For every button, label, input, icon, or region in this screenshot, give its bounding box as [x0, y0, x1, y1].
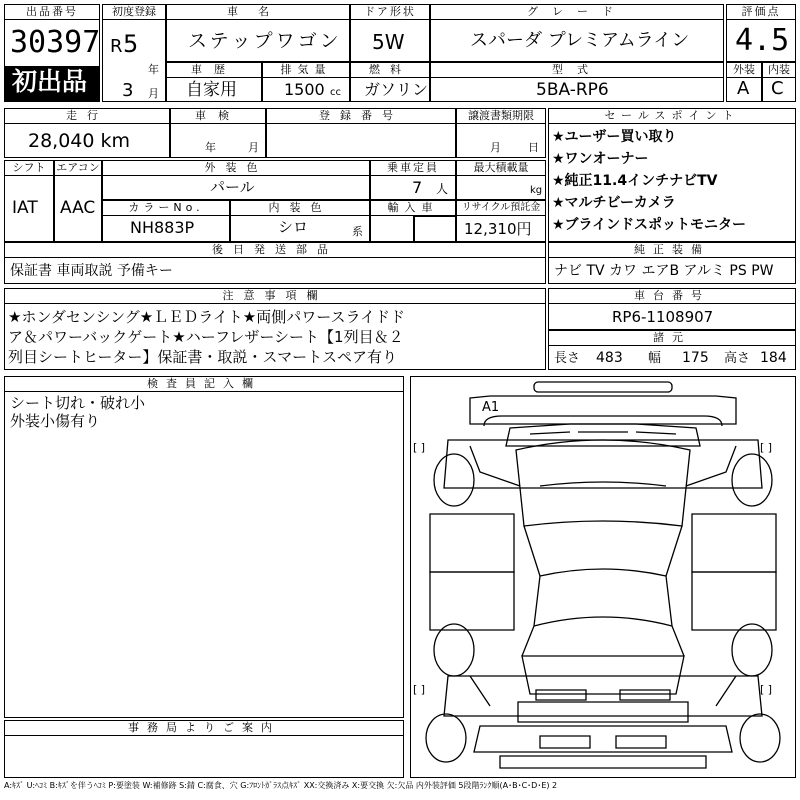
ext-color: パール: [210, 178, 255, 196]
displacement: 1500: [284, 80, 325, 99]
damage-mark: A1: [482, 400, 500, 415]
capacity: 7: [412, 178, 423, 197]
exterior-grade: A: [737, 78, 750, 99]
inspector-line: 外装小傷有り: [10, 412, 101, 430]
recycle: 12,310円: [464, 220, 532, 238]
door-label: ドア形状: [350, 4, 430, 20]
office-label: 事務局よりご案内: [4, 720, 404, 736]
equipment: ナビ TV カワ エアB アルミ PS PW: [554, 263, 774, 279]
bracket-mark: [ ]: [760, 683, 773, 696]
inspector-label: 検査員記入欄: [4, 376, 404, 392]
sales-point-item: ★マルチビーカメラ: [552, 195, 676, 211]
sales-point-item: ★ブラインドスポットモニター: [552, 217, 746, 233]
ac-label: エアコン: [54, 160, 102, 176]
reg-month-unit: 月: [148, 87, 159, 100]
chassis-number: RP6-1108907: [612, 308, 714, 326]
registration-label: 登録番号: [266, 108, 456, 124]
mileage: 28,040 km: [28, 130, 131, 152]
car-name: ステップワゴン: [188, 30, 342, 52]
capacity-label: 乗車定員: [370, 160, 456, 176]
int-color-label: 内装色: [230, 200, 370, 216]
score-label: 評価点: [726, 4, 796, 20]
ac: AAC: [60, 198, 96, 218]
recycle-label: リサイクル預託金: [456, 200, 546, 216]
legend-text: A:ｷｽﾞ U:ﾍｺﾐ B:ｷｽﾞを伴うﾍｺﾐ P:要塗装 W:補修跡 S:錆 C:腐食、穴 G:ﾌﾛﾝﾄｶﾞﾗｽ点ｷｽﾞ XX:交換済み X:要交換 欠:欠品 内外装評価 5段階ﾗﾝｸ順(A･B･C･D･E) 2: [4, 781, 558, 790]
import-label: 輸入車: [370, 200, 456, 216]
shift-label: シフト: [4, 160, 54, 176]
later-parts-label: 後日発送部品: [4, 242, 546, 258]
inspection-year-unit: 年: [205, 141, 216, 154]
bracket-mark: [ ]: [413, 683, 426, 696]
sales-points-label: セールスポイント: [548, 108, 796, 124]
sales-point-item: ★ワンオーナー: [552, 151, 649, 167]
model: 5BA-RP6: [536, 80, 609, 100]
first-listing-text: 初出品: [12, 67, 88, 96]
lot-number: 30397: [10, 25, 101, 60]
grade: スパーダ プレミアムライン: [470, 30, 690, 51]
color-no-label: カラーNo.: [102, 200, 230, 216]
sales-point-item: ★純正11.4インチナビTV: [552, 173, 718, 189]
max-load-label: 最大積載量: [456, 160, 546, 176]
capacity-unit: 人: [436, 182, 449, 196]
model-label: 型式: [430, 62, 724, 78]
later-parts: 保証書 車両取説 予備キー: [10, 263, 173, 279]
height-label: 高さ: [724, 351, 751, 366]
notes-line: ア＆パワーバックゲート★ハーフレザーシート【1列目＆２: [8, 328, 404, 346]
exterior-label: 外装: [726, 62, 762, 78]
int-color: シロ: [278, 218, 309, 236]
transfer-label: 譲渡書類期限: [456, 108, 546, 124]
first-reg-label: 初度登録: [102, 4, 166, 20]
width-value: 175: [682, 350, 709, 366]
notes-label: 注意事項欄: [4, 288, 546, 304]
dims-label: 諸元: [548, 330, 796, 346]
int-color-suffix: 系: [352, 225, 363, 238]
notes-line: ★ホンダセンシング★ＬＥＤライト★両側パワースライドド: [8, 308, 406, 326]
reg-year-unit: 年: [148, 63, 159, 76]
inspection-label: 車検: [170, 108, 266, 124]
length-value: 483: [596, 350, 623, 366]
mileage-label: 走行: [4, 108, 170, 124]
fuel: ガソリン: [364, 80, 429, 99]
bracket-mark: [ ]: [760, 441, 773, 454]
color-no: NH883P: [130, 218, 195, 237]
displacement-unit: cc: [330, 87, 341, 98]
reg-year: 5: [123, 30, 139, 58]
lot-number-label: 出品番号: [4, 4, 100, 20]
score: 4.5: [735, 23, 790, 58]
displacement-label: 排気量: [262, 62, 350, 78]
notes-line: 列目シートヒーター】保証書・取説・スマートスペア有り: [8, 348, 397, 366]
era: R: [110, 36, 123, 57]
width-label: 幅: [648, 351, 662, 366]
grade-label: グレード: [430, 4, 724, 20]
history: 自家用: [186, 80, 237, 100]
car-name-label: 車名: [166, 4, 350, 20]
transfer-day-unit: 日: [528, 141, 539, 154]
fuel-label: 燃料: [350, 62, 430, 78]
history-label: 車歴: [166, 62, 262, 78]
import-value-cell: [414, 216, 456, 242]
sales-point-item: ★ユーザー買い取り: [552, 129, 677, 145]
interior-grade: C: [771, 78, 784, 99]
reg-month: 3: [122, 80, 134, 101]
car-outline-diagram: [410, 376, 796, 778]
shift: IAT: [12, 198, 38, 218]
ext-color-label: 外装色: [102, 160, 370, 176]
length-label: 長さ: [554, 351, 581, 366]
door: 5W: [372, 30, 405, 54]
inspection-month-unit: 月: [248, 141, 259, 154]
bracket-mark: [ ]: [413, 441, 426, 454]
equipment-label: 純正装備: [548, 242, 796, 258]
height-value: 184: [760, 350, 787, 366]
interior-label: 内装: [762, 62, 796, 78]
chassis-label: 車台番号: [548, 288, 796, 304]
max-load-unit: kg: [530, 185, 543, 196]
transfer-month-unit: 月: [490, 141, 501, 154]
inspector-line: シート切れ・破れ小: [10, 394, 146, 412]
